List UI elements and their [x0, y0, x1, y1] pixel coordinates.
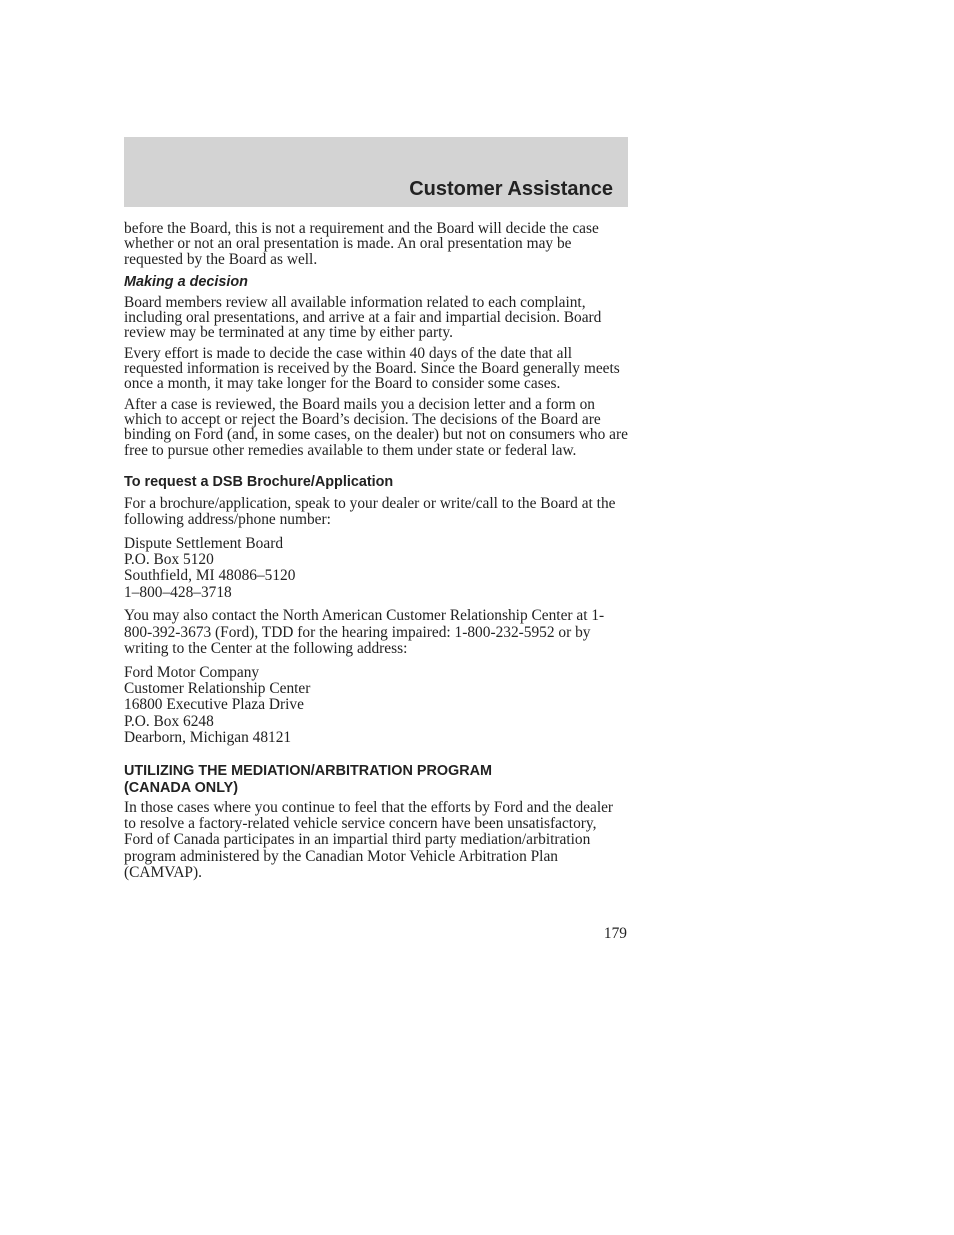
address-line: 16800 Executive Plaza Drive — [124, 696, 304, 714]
mediation-heading — [124, 763, 628, 797]
mediation-heading-line: UTILIZING THE MEDIATION/ARBITRATION PROGRAM — [124, 762, 492, 779]
dsb-address — [124, 536, 628, 602]
page-number: 179 — [603, 925, 627, 942]
address-line: Customer Relationship Center — [124, 679, 311, 697]
address-line: P.O. Box 6248 — [124, 712, 214, 730]
crc-paragraph: You may also contact the North American Customer Relationship Center at 1-800-392-3673 (Ford), TDD for the hearing impaired: 1-800-232-5952 or by writing to the Center at the following address: — [124, 607, 605, 658]
mediation-paragraph: In those cases where you continue to feel that the efforts by Ford and the dealer to resolve a factory-related vehicle service concern have been unsatisfactory, Ford of Canada participates in an impartial third party mediation/arbitration program administered by the Canadian Motor Vehicle Arbitration Plan (CAMVAP). — [124, 798, 614, 882]
address-line: Dearborn, Michigan 48121 — [124, 729, 292, 747]
phone-number: 1–800–428–3718 — [124, 583, 232, 601]
making-decision-heading: Making a decision — [124, 273, 248, 290]
section-header-band — [124, 137, 628, 207]
address-line: P.O. Box 5120 — [124, 551, 214, 569]
brochure-paragraph: For a brochure/application, speak to your dealer or write/call to the Board at the following address/phone number: — [124, 494, 616, 529]
address-line: Ford Motor Company — [124, 663, 260, 681]
address-line: Dispute Settlement Board — [124, 534, 284, 552]
intro-paragraph: before the Board, this is not a requirement and the Board will decide the case whether or not an oral presentation is made. An oral presentation may be requested by the Board as well. — [124, 220, 599, 268]
address-line: Southfield, MI 48086–5120 — [124, 567, 296, 585]
decision-paragraph: After a case is reviewed, the Board mails you a decision letter and a form on which to accept or reject the Board’s decision. The decisions of the Board are binding on Ford (and, in some cases, on the dealer) but not on consumers who are free to pursue other remedies available to them under state or federal law. — [124, 395, 628, 459]
brochure-heading: To request a DSB Brochure/Application — [124, 473, 394, 490]
ford-address — [124, 665, 628, 747]
decision-paragraph: Every effort is made to decide the case within 40 days of the date that all requested information is received by the Board. Since the Board generally meets once a month, it may take longer for the Board to consider some cases. — [124, 344, 620, 393]
decision-paragraph: Board members review all available information related to each complaint, including oral presentations, and arrive at a fair and impartial decision. Board review may be terminated at any time by either party. — [124, 293, 602, 342]
page-title: Customer Assistance — [409, 178, 613, 200]
mediation-heading-line: (CANADA ONLY) — [124, 779, 239, 796]
page-body — [124, 221, 628, 889]
